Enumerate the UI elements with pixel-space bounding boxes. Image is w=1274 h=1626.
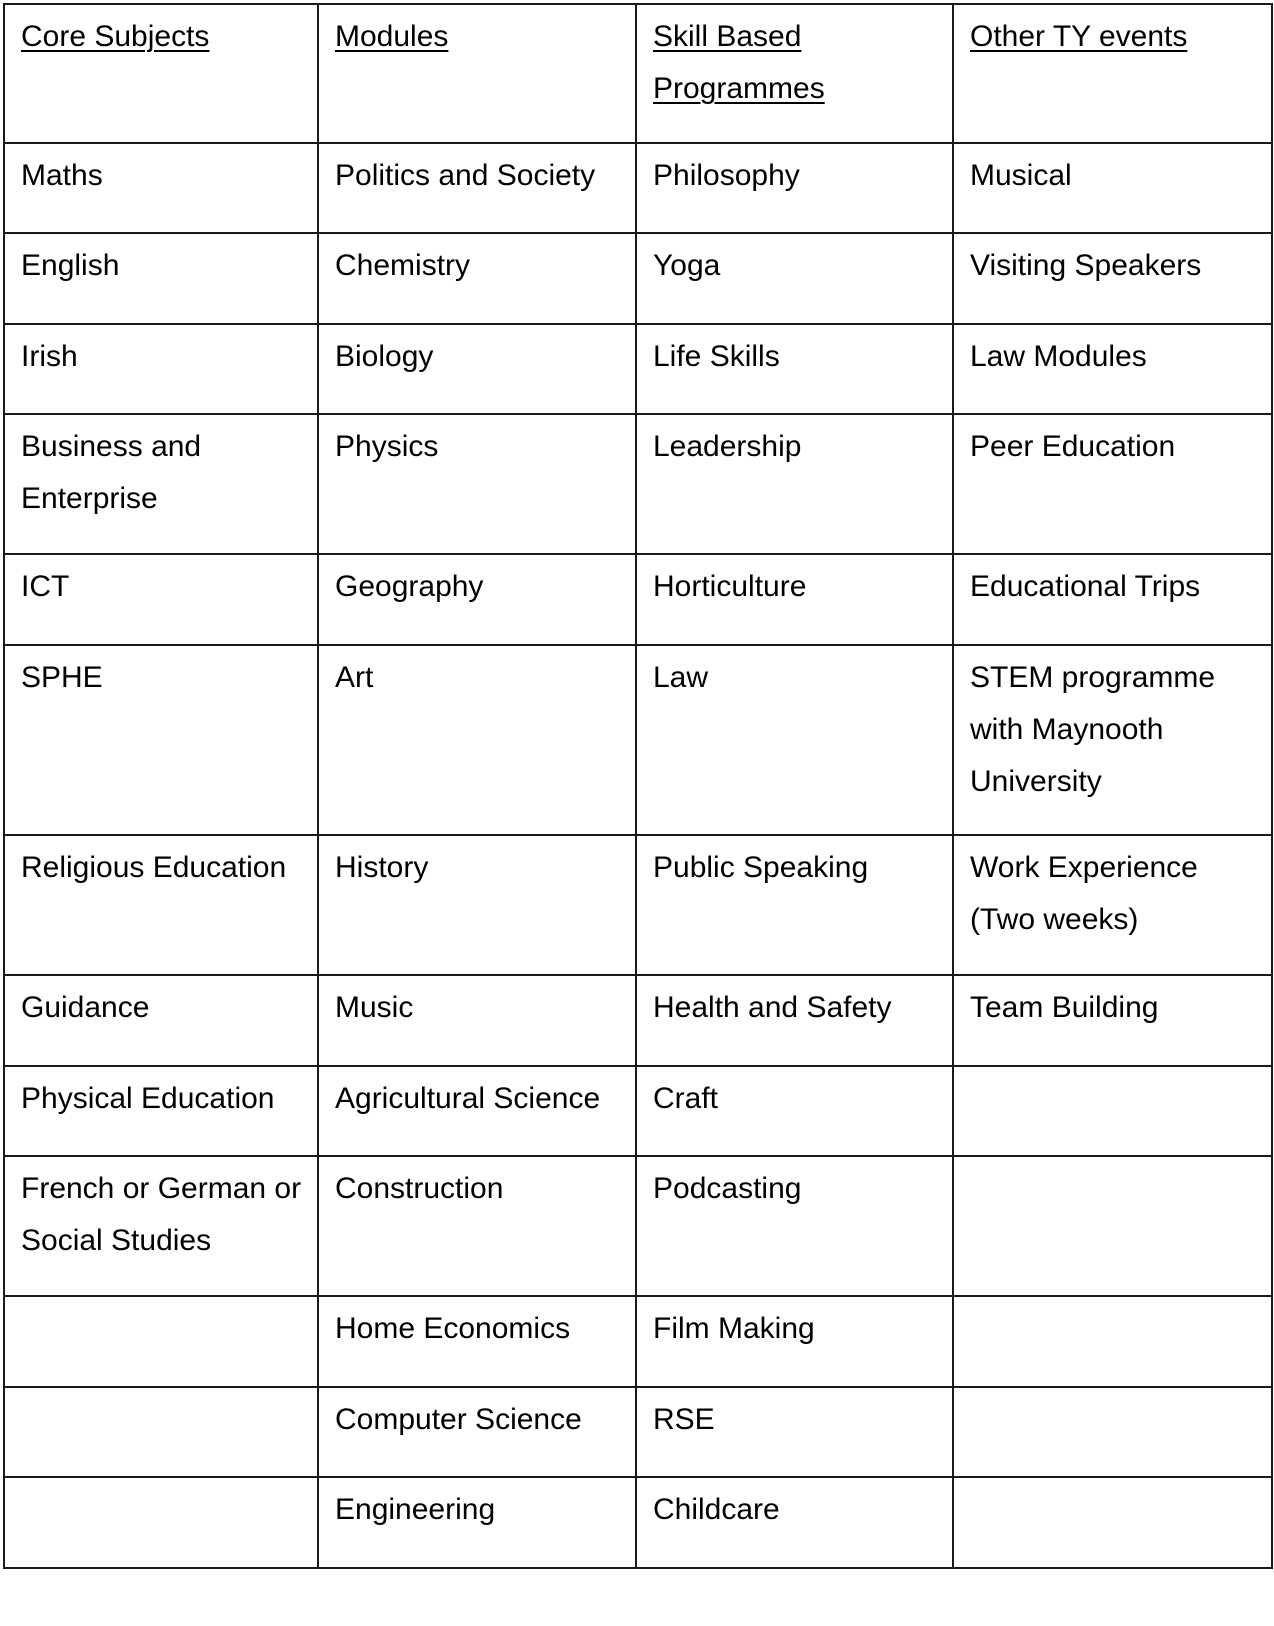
header-row	[4, 4, 1272, 143]
table-cell: Computer Science	[318, 1387, 636, 1477]
table-cell: Work Experience (Two weeks)	[953, 835, 1272, 975]
table-cell: English	[4, 233, 318, 324]
table-cell: Music	[318, 975, 636, 1066]
table-cell: Law	[636, 645, 953, 835]
table-cell: Home Economics	[318, 1296, 636, 1387]
table-cell	[953, 1066, 1272, 1156]
table-cell: Engineering	[318, 1477, 636, 1568]
table-cell: Construction	[318, 1156, 636, 1296]
table-cell: Chemistry	[318, 233, 636, 324]
table-row	[4, 1477, 1272, 1568]
table-row	[4, 324, 1272, 414]
table-cell	[953, 1477, 1272, 1568]
header-cell-modules	[318, 4, 636, 143]
table-cell: Health and Safety	[636, 975, 953, 1066]
table-cell: Public Speaking	[636, 835, 953, 975]
table-row	[4, 645, 1272, 835]
table-cell: Art	[318, 645, 636, 835]
table-cell: Horticulture	[636, 554, 953, 645]
table-cell: Physical Education	[4, 1066, 318, 1156]
header-label: Core Subjects	[21, 20, 210, 53]
table-cell	[953, 1387, 1272, 1477]
table-cell	[4, 1296, 318, 1387]
header-cell-skill-based-programmes	[636, 4, 953, 143]
header-label: Other TY events	[970, 20, 1188, 53]
table-cell: Film Making	[636, 1296, 953, 1387]
table-cell: Podcasting	[636, 1156, 953, 1296]
table-cell: Musical	[953, 143, 1272, 233]
table-row	[4, 1387, 1272, 1477]
table-cell	[4, 1387, 318, 1477]
table-row	[4, 1156, 1272, 1296]
table-cell: ICT	[4, 554, 318, 645]
table-cell: Agricultural Science	[318, 1066, 636, 1156]
table-cell: Childcare	[636, 1477, 953, 1568]
table-cell: Geography	[318, 554, 636, 645]
table-cell: Peer Education	[953, 414, 1272, 554]
table-cell: Maths	[4, 143, 318, 233]
table-row	[4, 1296, 1272, 1387]
table-cell: Business and Enterprise	[4, 414, 318, 554]
table-cell: Irish	[4, 324, 318, 414]
table-cell: French or German or Social Studies	[4, 1156, 318, 1296]
table-cell: History	[318, 835, 636, 975]
table-row	[4, 975, 1272, 1066]
table-row	[4, 554, 1272, 645]
subjects-table	[3, 3, 1273, 1569]
table-row	[4, 143, 1272, 233]
table-row	[4, 835, 1272, 975]
table-row	[4, 233, 1272, 324]
header-label: Skill Based Programmes	[653, 20, 825, 105]
table-cell: Law Modules	[953, 324, 1272, 414]
header-label: Modules	[335, 20, 449, 53]
table-cell: Educational Trips	[953, 554, 1272, 645]
table-cell: Visiting Speakers	[953, 233, 1272, 324]
table-cell: Politics and Society	[318, 143, 636, 233]
table-cell	[953, 1296, 1272, 1387]
header-cell-core-subjects	[4, 4, 318, 143]
table-cell: Team Building	[953, 975, 1272, 1066]
table-cell: RSE	[636, 1387, 953, 1477]
table-cell: Biology	[318, 324, 636, 414]
table-cell: SPHE	[4, 645, 318, 835]
table-row	[4, 414, 1272, 554]
table-row	[4, 1066, 1272, 1156]
table-cell: Craft	[636, 1066, 953, 1156]
table-cell	[953, 1156, 1272, 1296]
table-cell: Philosophy	[636, 143, 953, 233]
table-cell: Religious Education	[4, 835, 318, 975]
table-cell: Yoga	[636, 233, 953, 324]
table-cell: Physics	[318, 414, 636, 554]
table-cell: STEM programme with Maynooth University	[953, 645, 1272, 835]
table-cell: Guidance	[4, 975, 318, 1066]
header-cell-other-ty-events	[953, 4, 1272, 143]
table-cell	[4, 1477, 318, 1568]
table-cell: Life Skills	[636, 324, 953, 414]
table-cell: Leadership	[636, 414, 953, 554]
